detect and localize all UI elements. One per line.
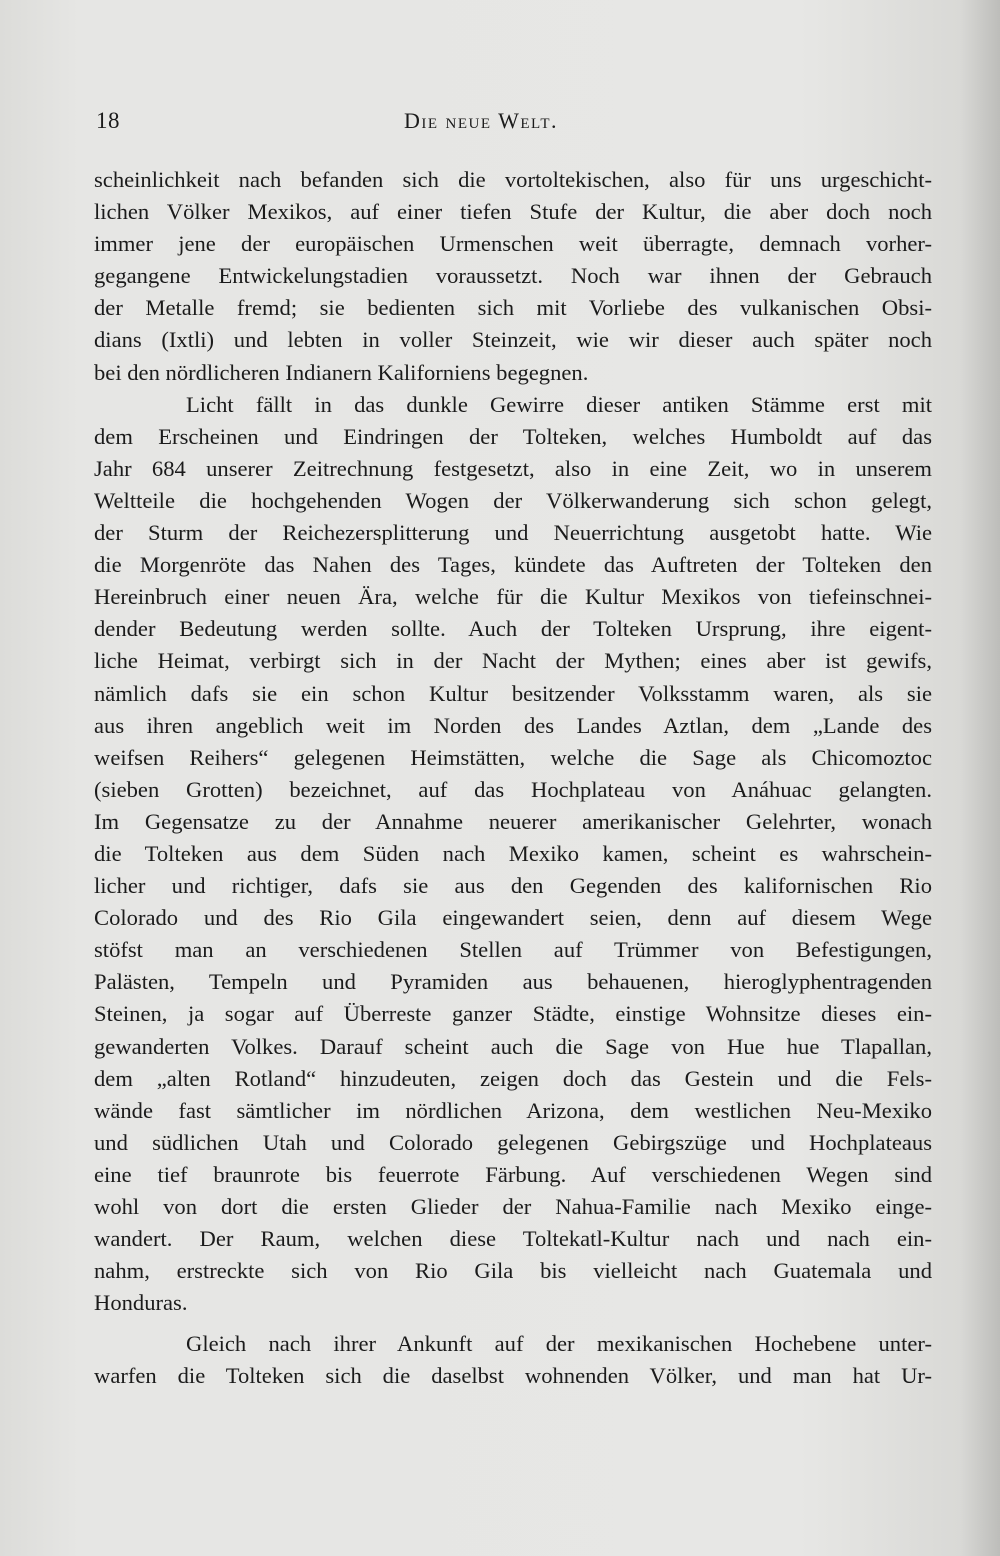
text-line: dians (Ixtli) und lebten in voller Steinzeit, wie wir dieser auch später noch — [94, 327, 932, 353]
text-line: Honduras. — [94, 1290, 188, 1316]
text-line: Palästen, Tempeln und Pyramiden aus behauenen, hieroglyphentragenden — [94, 969, 932, 995]
text-line: dem „alten Rotland“ hinzudeuten, zeigen doch das Gestein und die Fels- — [94, 1065, 932, 1091]
page-number: 18 — [96, 108, 120, 133]
text-line: lichen Völker Mexikos, auf einer tiefen Stufe der Kultur, die aber doch noch — [94, 199, 932, 225]
paragraph-3 — [94, 1328, 932, 1392]
text-line: Gleich nach ihrer Ankunft auf der mexikanischen Hochebene unter- — [186, 1331, 932, 1357]
text-line: dem Erscheinen und Eindringen der Tolteken, welches Humboldt auf das — [94, 423, 932, 449]
text-line: wandert. Der Raum, welchen diese Toltekatl-Kultur nach und nach ein- — [94, 1226, 932, 1252]
text-line: und südlichen Utah und Colorado gelegenen Gebirgszüge und Hochplateaus — [94, 1129, 932, 1155]
text-line: (sieben Grotten) bezeichnet, auf das Hochplateau von Anáhuac gelangten. — [94, 776, 932, 802]
text-line: gegangene Entwickelungstadien voraussetzt. Noch war ihnen der Gebrauch — [94, 263, 932, 289]
text-line: immer jene der europäischen Urmenschen weit überragte, demnach vorher- — [94, 231, 932, 257]
body-text — [94, 164, 932, 1393]
text-line: aus ihren angeblich weit im Norden des Landes Aztlan, dem „Lande des — [94, 712, 932, 738]
running-title: Die neue Welt. — [403, 108, 558, 133]
text-line: dender Bedeutung werden sollte. Auch der Tolteken Ursprung, ihre eigent- — [94, 616, 932, 642]
paragraph-1 — [94, 164, 932, 389]
text-line: der Sturm der Reichezersplitterung und Neuerrichtung ausgetobt hatte. Wie — [94, 520, 932, 546]
text-line: die Morgenröte das Nahen des Tages, kündete das Auftreten der Tolteken den — [94, 552, 932, 578]
text-line: Licht fällt in das dunkle Gewirre dieser antiken Stämme erst mit — [186, 391, 932, 417]
text-line: Im Gegensatze zu der Annahme neuerer amerikanischer Gelehrter, wonach — [94, 808, 932, 834]
text-line: warfen die Tolteken sich die daselbst wohnenden Völker, und man hat Ur- — [94, 1363, 932, 1389]
paragraph-2 — [94, 389, 932, 1320]
text-line: gewanderten Volkes. Darauf scheint auch die Sage von Hue hue Tlapallan, — [94, 1033, 932, 1059]
text-line: die Tolteken aus dem Süden nach Mexiko kamen, scheint es wahrschein- — [94, 840, 932, 866]
text-line: Jahr 684 unserer Zeitrechnung festgesetzt, also in eine Zeit, wo in unserem — [94, 455, 932, 481]
text-line: liche Heimat, verbirgt sich in der Nacht der Mythen; eines aber ist gewifs, — [94, 648, 932, 674]
text-line: Colorado und des Rio Gila eingewandert seien, denn auf diesem Wege — [94, 905, 932, 931]
text-line: wohl von dort die ersten Glieder der Nahua-Familie nach Mexiko einge- — [94, 1194, 932, 1219]
text-line: Weltteile die hochgehenden Wogen der Völkerwanderung sich schon gelegt, — [94, 487, 932, 513]
text-line: der Metalle fremd; sie bedienten sich mit Vorliebe des vulkanischen Obsi- — [94, 295, 932, 321]
text-line: bei den nördlicheren Indianern Kaliforniens begegnen. — [94, 359, 589, 385]
text-line: Steinen, ja sogar auf Überreste ganzer Städte, einstige Wohnsitze dieses ein- — [94, 1001, 932, 1027]
running-head — [96, 108, 936, 142]
text-line: Hereinbruch einer neuen Ära, welche für die Kultur Mexikos von tiefeinschnei- — [94, 584, 932, 610]
text-line: nämlich dafs sie ein schon Kultur besitzender Volksstamm waren, als sie — [94, 680, 932, 706]
paragraph-gap — [94, 1319, 932, 1328]
text-line: scheinlichkeit nach befanden sich die vortoltekischen, also für uns urgeschicht- — [94, 167, 932, 192]
text-line: wände fast sämtlicher im nördlichen Arizona, dem westlichen Neu-Mexiko — [94, 1097, 932, 1123]
text-line: licher und richtiger, dafs sie aus den Gegenden des kalifornischen Rio — [94, 873, 932, 899]
text-line: eine tief braunrote bis feuerrote Färbung. Auf verschiedenen Wegen sind — [94, 1161, 932, 1187]
text-line: weifsen Reihers“ gelegenen Heimstätten, welche die Sage als Chicomoztoc — [94, 744, 932, 770]
text-line: stöfst man an verschiedenen Stellen auf Trümmer von Befestigungen, — [94, 937, 932, 963]
text-line: nahm, erstreckte sich von Rio Gila bis vielleicht nach Guatemala und — [94, 1258, 932, 1284]
